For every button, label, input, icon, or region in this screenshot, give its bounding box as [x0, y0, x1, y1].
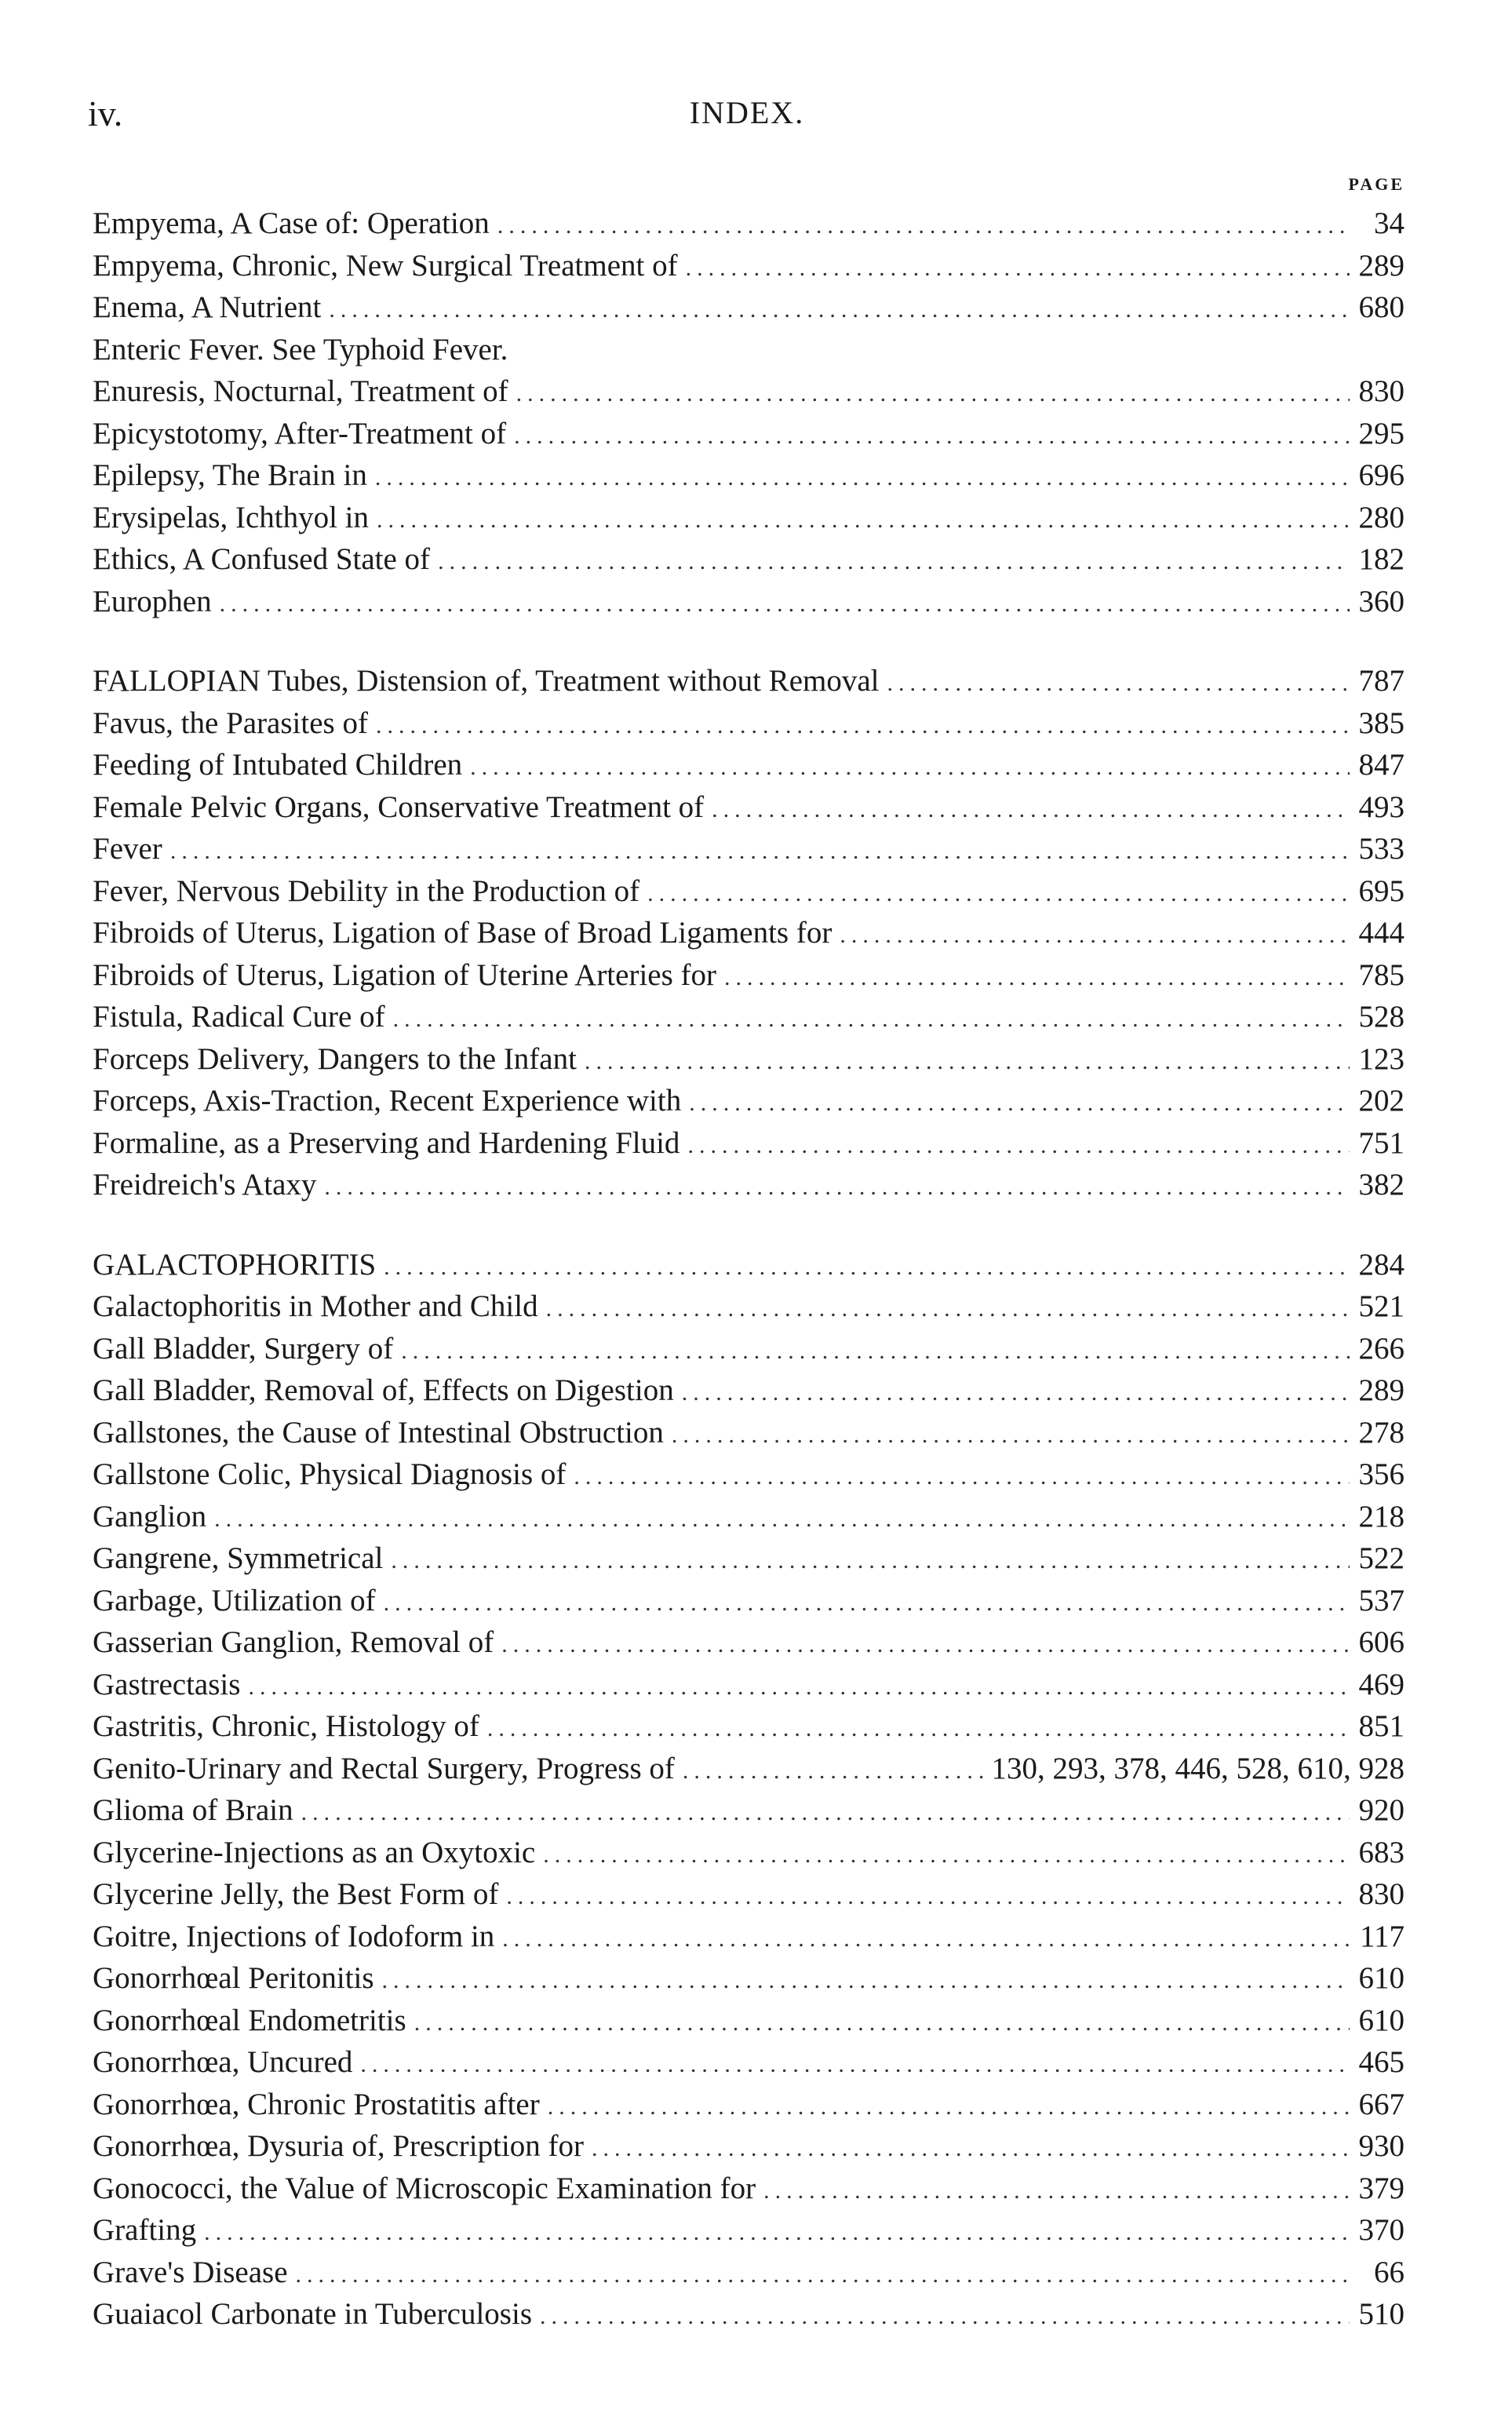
index-entry: [93, 454, 1405, 497]
entry-title: Garbage, Utilization of: [93, 1583, 376, 1617]
dot-leader: [502, 1918, 1350, 1958]
dot-leader: [384, 1582, 1350, 1622]
dot-leader: [497, 205, 1350, 245]
entry-page: 289: [1358, 1373, 1405, 1407]
index-entry: [93, 1705, 1405, 1748]
entry-title: Gonorrhœal Peritonitis: [93, 1961, 374, 1995]
entry-page: 444: [1358, 916, 1405, 950]
index-entry: [93, 1038, 1405, 1081]
dot-leader: [214, 1498, 1350, 1538]
dot-leader: [375, 457, 1350, 497]
entry-page: 289: [1358, 248, 1405, 283]
entry-page: 606: [1358, 1625, 1405, 1659]
entry-page: 266: [1358, 1331, 1405, 1366]
entry-title: Erysipelas, Ichthyol in: [93, 500, 370, 534]
entry-page: 280: [1358, 500, 1405, 534]
dot-leader: [382, 1960, 1350, 2000]
entry-page: 851: [1358, 1709, 1405, 1743]
entry-title: Fibroids of Uterus, Ligation of Uterine Arteries for: [93, 957, 716, 992]
entry-title: Gonorrhœa, Dysuria of, Prescription for: [93, 2129, 585, 2163]
index-entry: [93, 1873, 1405, 1916]
dot-leader: [540, 2296, 1350, 2336]
index-entry: [93, 1328, 1405, 1370]
entry-title: Epilepsy, The Brain in: [93, 458, 367, 492]
dot-leader: [682, 1372, 1350, 1412]
index-entry: [93, 1957, 1405, 2000]
index-entry: [93, 744, 1405, 786]
entry-page: 278: [1358, 1415, 1405, 1450]
entry-title: FALLOPIAN Tubes, Distension of, Treatment without Removal: [93, 664, 880, 698]
entry-title: Fistula, Radical Cure of: [93, 1000, 385, 1034]
entry-title: Fibroids of Uterus, Ligation of Base of Broad Ligaments for: [93, 916, 833, 950]
entry-title: Ganglion: [93, 1499, 207, 1533]
dot-leader: [585, 1041, 1350, 1081]
entry-title: Europhen: [93, 584, 212, 618]
dot-leader: [546, 1288, 1350, 1328]
entry-title: Gall Bladder, Surgery of: [93, 1331, 394, 1366]
entry-title: Gallstones, the Cause of Intestinal Obstruction: [93, 1415, 664, 1450]
dot-leader: [687, 1125, 1350, 1165]
entry-title: Freidreich's Ataxy: [93, 1168, 317, 1202]
entry-title: Galactophoritis in Mother and Child: [93, 1289, 538, 1323]
index-entry: [93, 413, 1405, 455]
index-section: [93, 202, 1405, 622]
index-section: [93, 660, 1405, 1206]
index-entry: [93, 2000, 1405, 2042]
index-entry: [93, 329, 1405, 371]
page-header: [88, 93, 1406, 140]
entry-title: Glioma of Brain: [93, 1793, 293, 1827]
index-entry: [93, 2125, 1405, 2168]
entry-title: Genito-Urinary and Rectal Surgery, Progress of: [93, 1751, 675, 1785]
entry-page: 696: [1358, 458, 1405, 492]
entry-title: Female Pelvic Organs, Conservative Treatment of: [93, 789, 705, 824]
index-entry: [93, 2084, 1405, 2126]
entry-page: 695: [1358, 873, 1405, 908]
entry-title: Gastritis, Chronic, Histology of: [93, 1709, 479, 1743]
entry-page: 465: [1358, 2045, 1405, 2079]
entry-title: Grafting: [93, 2213, 197, 2247]
entry-title: Enteric Fever. See Typhoid Fever.: [93, 332, 508, 366]
entry-page: 537: [1358, 1583, 1405, 1617]
dot-leader: [763, 2170, 1350, 2210]
entry-page: 469: [1358, 1667, 1405, 1701]
entry-page: 182: [1358, 542, 1405, 576]
entry-title: Fever: [93, 832, 162, 866]
entry-page: 202: [1358, 1084, 1405, 1118]
entry-title: Gonococci, the Value of Microscopic Examination for: [93, 2171, 756, 2205]
entry-page: 34: [1374, 206, 1405, 240]
index-entry: [93, 1832, 1405, 1874]
entry-page: 533: [1358, 832, 1405, 866]
page-folio: iv.: [88, 93, 123, 133]
index-list: [93, 202, 1405, 2336]
dot-leader: [689, 1082, 1350, 1122]
index-entry: [93, 996, 1405, 1038]
index-entry: [93, 1621, 1405, 1664]
index-entry: [93, 2209, 1405, 2252]
dot-leader: [301, 1792, 1350, 1832]
entry-page: 920: [1358, 1793, 1405, 1827]
entry-page: 123: [1358, 1041, 1405, 1076]
entry-title: Ethics, A Confused State of: [93, 542, 431, 576]
entry-title: Glycerine-Injections as an Oxytoxic: [93, 1835, 536, 1869]
index-entry: [93, 702, 1405, 745]
entry-page: 284: [1358, 1247, 1405, 1282]
entry-title: Gonorrhœa, Chronic Prostatitis after: [93, 2087, 540, 2121]
entry-page: 117: [1359, 1919, 1405, 1953]
dot-leader: [514, 415, 1350, 455]
entry-title: Grave's Disease: [93, 2255, 288, 2289]
entry-title: Gasserian Ganglion, Removal of: [93, 1625, 494, 1659]
index-entry: [93, 581, 1405, 623]
entry-page: 522: [1358, 1541, 1405, 1575]
index-entry: [93, 2041, 1405, 2084]
entry-title: Fever, Nervous Debility in the Production of: [93, 873, 640, 908]
running-title: INDEX.: [689, 95, 805, 130]
entry-title: Gangrene, Symmetrical: [93, 1541, 384, 1575]
dot-leader: [393, 998, 1350, 1038]
entry-title: Feeding of Intubated Children: [93, 748, 463, 782]
entry-title: Gonorrhœa, Uncured: [93, 2045, 353, 2079]
index-entry: [93, 1122, 1405, 1165]
entry-title: Guaiacol Carbonate in Tuberculosis: [93, 2297, 532, 2331]
index-entry: [93, 1164, 1405, 1206]
entry-title: Forceps, Axis-Traction, Recent Experience with: [93, 1084, 682, 1118]
dot-leader: [506, 1876, 1350, 1916]
dot-leader: [329, 289, 1350, 329]
entry-page: 787: [1358, 664, 1405, 698]
index-entry: [93, 912, 1405, 954]
entry-title: Glycerine Jelly, the Best Form of: [93, 1877, 499, 1911]
entry-title: Goitre, Injections of Iodoform in: [93, 1919, 495, 1953]
entry-page: 785: [1358, 957, 1405, 992]
dot-leader: [574, 1456, 1350, 1496]
index-entry: [93, 2252, 1405, 2294]
dot-leader: [324, 1166, 1350, 1206]
dot-leader: [647, 873, 1350, 913]
dot-leader: [516, 373, 1350, 413]
dot-leader: [391, 1540, 1350, 1580]
index-entry: [93, 954, 1405, 997]
dot-leader: [376, 705, 1350, 745]
dot-leader: [887, 662, 1350, 702]
index-entry: [93, 2168, 1405, 2210]
entry-page: 830: [1358, 374, 1405, 408]
entry-page: 130, 293, 378, 446, 528, 610, 928: [991, 1751, 1405, 1785]
index-entry: [93, 1537, 1405, 1580]
entry-page: 521: [1358, 1289, 1405, 1323]
entry-page: 295: [1358, 416, 1405, 450]
page-column-label: PAGE: [1348, 174, 1405, 194]
index-entry: [93, 660, 1405, 702]
dot-leader: [384, 1246, 1350, 1286]
entry-page: 385: [1358, 706, 1405, 740]
entry-page: 847: [1358, 748, 1405, 782]
entry-page: 610: [1358, 2003, 1405, 2037]
index-entry: [93, 1664, 1405, 1706]
entry-title: Empyema, A Case of: Operation: [93, 206, 490, 240]
entry-title: Forceps Delivery, Dangers to the Infant: [93, 1041, 577, 1076]
dot-leader: [548, 2086, 1350, 2126]
index-entry: [93, 1580, 1405, 1622]
entry-page: 382: [1358, 1168, 1405, 1202]
entry-page: 930: [1358, 2129, 1405, 2163]
index-entry: [93, 538, 1405, 581]
dot-leader: [414, 2002, 1350, 2042]
dot-leader: [438, 541, 1350, 581]
entry-page: 683: [1358, 1835, 1405, 1869]
index-entry: [93, 1916, 1405, 1958]
dot-leader: [377, 499, 1350, 539]
entry-title: GALACTOPHORITIS: [93, 1247, 377, 1282]
entry-page: 360: [1358, 584, 1405, 618]
index-entry: [93, 1412, 1405, 1454]
entry-title: Formaline, as a Preserving and Hardening Fluid: [93, 1125, 680, 1160]
dot-leader: [220, 583, 1350, 623]
index-entry: [93, 286, 1405, 329]
index-section: [93, 1244, 1405, 2336]
dot-leader: [170, 830, 1350, 870]
index-entry: [93, 786, 1405, 829]
entry-page: 218: [1358, 1499, 1405, 1533]
index-entry: [93, 1080, 1405, 1122]
entry-page: 751: [1358, 1125, 1405, 1160]
entry-title: Gall Bladder, Removal of, Effects on Digestion: [93, 1373, 674, 1407]
entry-page: 680: [1358, 290, 1405, 324]
entry-title: Gastrectasis: [93, 1667, 241, 1701]
entry-title: Empyema, Chronic, New Surgical Treatment of: [93, 248, 678, 283]
dot-leader: [672, 1414, 1350, 1454]
dot-leader: [712, 789, 1350, 829]
index-entry: [93, 370, 1405, 413]
entry-title: Enuresis, Nocturnal, Treatment of: [93, 374, 508, 408]
dot-leader: [683, 1750, 984, 1790]
index-entry: [93, 497, 1405, 539]
dot-leader: [360, 2044, 1350, 2084]
dot-leader: [470, 746, 1350, 786]
index-entry: [93, 245, 1405, 287]
index-entry: [93, 828, 1405, 870]
index-entry: [93, 1285, 1405, 1328]
index-entry: [93, 1748, 1405, 1790]
entry-title: Gallstone Colic, Physical Diagnosis of: [93, 1457, 567, 1491]
dot-leader: [401, 1330, 1350, 1370]
dot-leader: [501, 1624, 1350, 1664]
entry-page: 493: [1358, 789, 1405, 824]
entry-title: Epicystotomy, After-Treatment of: [93, 416, 507, 450]
entry-page: 510: [1358, 2297, 1405, 2331]
entry-title: Favus, the Parasites of: [93, 706, 368, 740]
dot-leader: [204, 2212, 1350, 2252]
entry-page: 379: [1358, 2171, 1405, 2205]
dot-leader: [840, 914, 1350, 954]
dot-leader: [724, 957, 1350, 997]
entry-page: 830: [1358, 1877, 1405, 1911]
dot-leader: [248, 1666, 1350, 1706]
entry-page: 66: [1374, 2255, 1405, 2289]
dot-leader: [592, 2128, 1350, 2168]
entry-page: 370: [1358, 2213, 1405, 2247]
index-entry: [93, 1369, 1405, 1412]
entry-page: 356: [1358, 1457, 1405, 1491]
dot-leader: [487, 1708, 1350, 1748]
dot-leader: [296, 2254, 1350, 2294]
index-entry: [93, 202, 1405, 245]
entry-page: 528: [1358, 1000, 1405, 1034]
entry-title: Gonorrhœal Endometritis: [93, 2003, 406, 2037]
dot-leader: [686, 247, 1350, 287]
entry-page: 667: [1358, 2087, 1405, 2121]
entry-page: 610: [1358, 1961, 1405, 1995]
index-entry: [93, 2293, 1405, 2336]
index-entry: [93, 1244, 1405, 1286]
index-entry: [93, 1789, 1405, 1832]
index-entry: [93, 870, 1405, 913]
index-entry: [93, 1453, 1405, 1496]
index-entry: [93, 1496, 1405, 1538]
entry-title: Enema, A Nutrient: [93, 290, 322, 324]
dot-leader: [543, 1834, 1350, 1874]
